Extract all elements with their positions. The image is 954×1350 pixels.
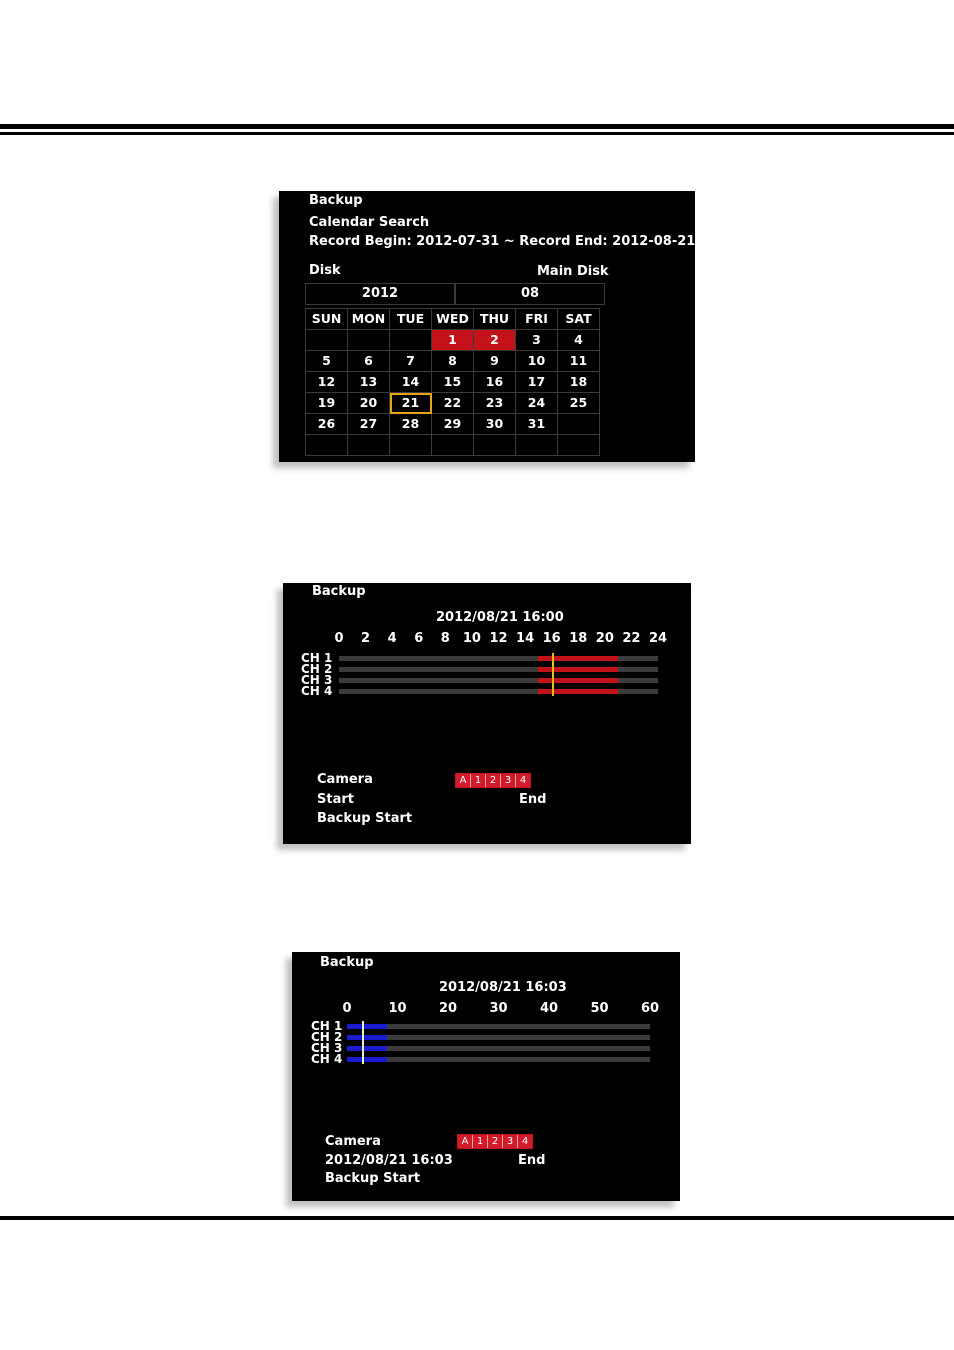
channel-label: CH 2	[301, 662, 333, 676]
footer-rule	[0, 1216, 954, 1220]
time-cursor[interactable]	[362, 1021, 364, 1064]
backup-start-button[interactable]: Backup Start	[317, 811, 413, 826]
time-cursor[interactable]	[552, 653, 554, 696]
camera-selector	[457, 1134, 533, 1149]
scale-tick: 12	[489, 631, 508, 646]
calendar-day-6[interactable]: 6	[348, 351, 390, 372]
calendar-empty-cell	[390, 330, 432, 351]
scale-tick: 10	[388, 1001, 407, 1016]
calendar-day-28[interactable]: 28	[390, 414, 432, 435]
recorded-segment[interactable]	[538, 678, 618, 683]
screen-title: Backup	[309, 193, 363, 208]
backup-timeline-hours-screen	[283, 583, 691, 844]
calendar-empty-cell	[558, 435, 600, 456]
channel-label: CH 3	[301, 673, 333, 687]
calendar-day-21[interactable]: 21	[390, 393, 432, 414]
calendar-day-22[interactable]: 22	[432, 393, 474, 414]
timeline-datetime: 2012/08/21 16:03	[439, 980, 567, 995]
camera-1-button[interactable]: 1	[473, 1135, 488, 1148]
weekday-header: SUN	[306, 309, 348, 330]
channel-track[interactable]	[347, 1046, 650, 1051]
calendar-empty-cell	[390, 435, 432, 456]
camera-1-button[interactable]: 1	[471, 774, 486, 787]
weekday-header: WED	[432, 309, 474, 330]
timeline-scale	[292, 1001, 680, 1017]
channel-track[interactable]	[339, 678, 658, 683]
calendar-empty-cell	[474, 435, 516, 456]
calendar-empty-cell	[516, 435, 558, 456]
scale-tick: 14	[516, 631, 535, 646]
recorded-segment[interactable]	[347, 1046, 387, 1051]
scale-tick: 6	[414, 631, 424, 646]
calendar-day-24[interactable]: 24	[516, 393, 558, 414]
camera-all-button[interactable]: A	[456, 774, 471, 787]
channel-label: CH 1	[311, 1019, 343, 1033]
start-time-field[interactable]: 2012/08/21 16:03	[325, 1153, 453, 1168]
calendar-empty-cell	[558, 414, 600, 435]
recorded-segment[interactable]	[347, 1057, 387, 1062]
recorded-segment[interactable]	[347, 1024, 387, 1029]
calendar-day-16[interactable]: 16	[474, 372, 516, 393]
weekday-header: THU	[474, 309, 516, 330]
weekday-header: FRI	[516, 309, 558, 330]
calendar-day-18[interactable]: 18	[558, 372, 600, 393]
calendar-day-12[interactable]: 12	[306, 372, 348, 393]
calendar-search-heading: Calendar Search	[309, 215, 430, 230]
recorded-segment[interactable]	[538, 689, 618, 694]
calendar-day-30[interactable]: 30	[474, 414, 516, 435]
scale-tick: 8	[440, 631, 450, 646]
header-rule-thin	[0, 132, 954, 135]
channel-track[interactable]	[347, 1035, 650, 1040]
calendar-day-17[interactable]: 17	[516, 372, 558, 393]
scale-tick: 30	[489, 1001, 508, 1016]
channel-label: CH 1	[301, 651, 333, 665]
timeline-scale	[283, 631, 691, 647]
disk-label: Disk	[309, 263, 341, 278]
calendar-empty-cell	[306, 330, 348, 351]
channel-track[interactable]	[339, 667, 658, 672]
scale-tick: 4	[387, 631, 397, 646]
camera-4-button[interactable]: 4	[519, 775, 527, 786]
weekday-header: SAT	[558, 309, 600, 330]
start-label[interactable]: Start	[317, 792, 354, 807]
calendar-day-11[interactable]: 11	[558, 351, 600, 372]
scale-tick: 60	[640, 1001, 660, 1016]
end-label[interactable]: End	[518, 1153, 546, 1168]
weekday-header: TUE	[390, 309, 432, 330]
calendar-day-26[interactable]: 26	[306, 414, 348, 435]
channel-track[interactable]	[339, 656, 658, 661]
channel-label: CH 2	[311, 1030, 343, 1044]
calendar-day-10[interactable]: 10	[516, 351, 558, 372]
channel-label: CH 3	[311, 1041, 343, 1055]
camera-selector	[455, 773, 531, 788]
calendar-day-14[interactable]: 14	[390, 372, 432, 393]
calendar-day-4[interactable]: 4	[558, 330, 600, 351]
scale-tick: 10	[462, 631, 481, 646]
scale-tick: 40	[539, 1001, 559, 1016]
camera-all-button[interactable]: A	[458, 1135, 473, 1148]
camera-label: Camera	[317, 772, 373, 787]
calendar-day-5[interactable]: 5	[306, 351, 348, 372]
camera-2-button[interactable]: 2	[486, 774, 501, 787]
calendar-day-25[interactable]: 25	[558, 393, 600, 414]
screen-title: Backup	[320, 955, 374, 970]
calendar-empty-cell	[432, 435, 474, 456]
timeline-datetime: 2012/08/21 16:00	[436, 610, 564, 625]
scale-tick: 24	[648, 631, 668, 646]
calendar-day-3[interactable]: 3	[516, 330, 558, 351]
backup-start-button[interactable]: Backup Start	[325, 1171, 421, 1186]
channel-track[interactable]	[339, 689, 658, 694]
scale-tick: 2	[361, 631, 371, 646]
calendar-empty-cell	[306, 435, 348, 456]
calendar-day-9[interactable]: 9	[474, 351, 516, 372]
camera-4-button[interactable]: 4	[521, 1136, 529, 1147]
camera-3-button[interactable]: 3	[503, 1135, 518, 1148]
calendar-empty-cell	[348, 330, 390, 351]
weekday-header: MON	[348, 309, 390, 330]
calendar-empty-cell	[348, 435, 390, 456]
calendar-day-19[interactable]: 19	[306, 393, 348, 414]
scale-tick: 16	[542, 631, 561, 646]
scale-tick: 18	[569, 631, 588, 646]
recorded-segment[interactable]	[538, 656, 618, 661]
calendar-day-20[interactable]: 20	[348, 393, 390, 414]
scale-tick: 0	[342, 1001, 352, 1016]
scale-tick: 20	[438, 1001, 458, 1016]
calendar-day-1[interactable]: 1	[432, 330, 474, 351]
recorded-segment[interactable]	[538, 667, 618, 672]
backup-timeline-minutes-screen	[292, 952, 680, 1201]
end-label[interactable]: End	[519, 792, 547, 807]
screen-title: Backup	[312, 584, 366, 599]
scale-tick: 50	[590, 1001, 609, 1016]
calendar-day-2[interactable]: 2	[474, 330, 516, 351]
recorded-segment[interactable]	[347, 1035, 387, 1040]
camera-2-button[interactable]: 2	[488, 1135, 503, 1148]
channel-track[interactable]	[347, 1057, 650, 1062]
calendar-search-screen	[279, 191, 695, 462]
year-field[interactable]: 2012	[305, 283, 455, 305]
disk-select[interactable]: Main Disk	[537, 264, 609, 279]
calendar-day-27[interactable]: 27	[348, 414, 390, 435]
channel-track[interactable]	[347, 1024, 650, 1029]
record-range-text: Record Begin: 2012-07-31 ~ Record End: 2012-08-21	[309, 234, 696, 249]
calendar-day-15[interactable]: 15	[432, 372, 474, 393]
scale-tick: 0	[334, 631, 344, 646]
calendar-day-7[interactable]: 7	[390, 351, 432, 372]
calendar-day-23[interactable]: 23	[474, 393, 516, 414]
calendar-day-13[interactable]: 13	[348, 372, 390, 393]
calendar-day-8[interactable]: 8	[432, 351, 474, 372]
channel-label: CH 4	[311, 1052, 343, 1066]
camera-3-button[interactable]: 3	[501, 774, 516, 787]
scale-tick: 22	[622, 631, 641, 646]
calendar-grid	[305, 308, 600, 456]
calendar-day-29[interactable]: 29	[432, 414, 474, 435]
camera-label: Camera	[325, 1134, 381, 1149]
header-rule-thick	[0, 124, 954, 129]
month-field[interactable]: 08	[455, 283, 605, 305]
channel-label: CH 4	[301, 684, 333, 698]
scale-tick: 20	[595, 631, 614, 646]
calendar-day-31[interactable]: 31	[516, 414, 558, 435]
